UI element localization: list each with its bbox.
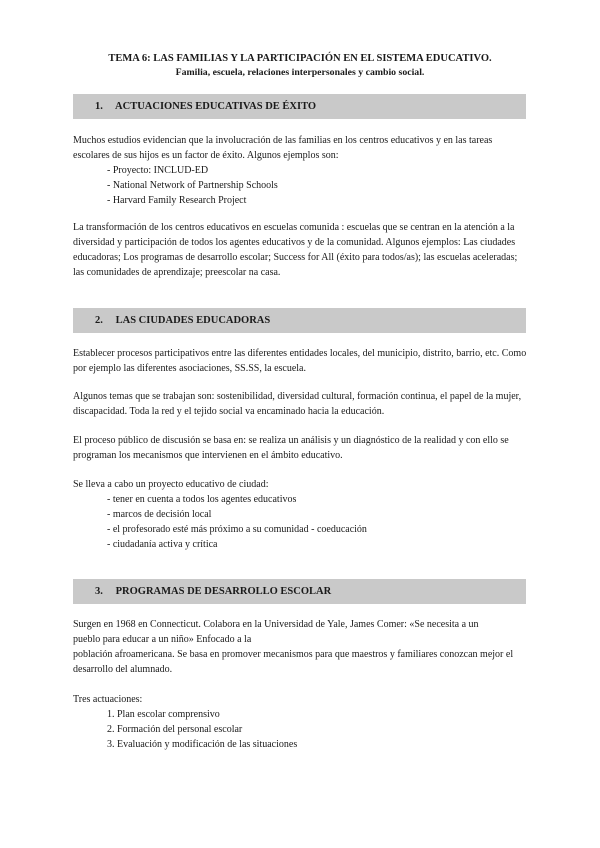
section-2-heading: LAS CIUDADES EDUCADORAS	[115, 315, 271, 326]
section-2-paragraph-4	[73, 477, 528, 492]
section-2-number: 2.	[95, 315, 103, 326]
section-3-paragraph-1-line-1: Surgen en 1968 en Connecticut. Colabora en la Universidad de Yale, James Comer: «Se necesita a un	[73, 619, 479, 630]
section-3-heading: PROGRAMAS DE DESARROLLO ESCOLAR	[115, 586, 332, 597]
section-1-paragraph-2-text: La transformación de los centros educativos en escuelas comunida : escuelas que se centran en la atención a la diversidad y participación de todos los agentes educativos y de la comunidad. Algunos ejemplos: Las ciudades educadoras; Los programas de desarrollo escolar; Success for All (éxito para todos/as); las escuelas aceleradas; las comunidades de aprendizaje; preescolar na casa.	[73, 222, 518, 278]
list-item: - Harvard Family Research Project	[107, 195, 247, 206]
section-2-paragraph-4-text: Se lleva a cabo un proyecto educativo de ciudad:	[73, 479, 269, 490]
section-3-paragraph-2	[73, 692, 528, 707]
section-3-heading-bar	[73, 579, 526, 604]
section-3-paragraph-1-line-3: población afroamericana. Se basa en promover mecanismos para que maestros y familiares conozcan mejor el desarrollo del alumnado.	[73, 649, 514, 675]
section-3-number: 3.	[95, 586, 103, 597]
list-item: - ciudadanía activa y crítica	[107, 539, 218, 550]
document-title: TEMA 6: LAS FAMILIAS Y LA PARTICIPACIÓN EN EL SISTEMA EDUCATIVO.	[108, 53, 492, 64]
section-2-paragraph-1-text: Establecer procesos participativos entre las diferentes entidades locales, del municipio, distrito, barrio, etc. Como por ejemplo las diferentes asociaciones, SS.SS, la escuela.	[73, 348, 527, 374]
list-item: - tener en cuenta a todos los agentes educativos	[107, 494, 297, 505]
list-item: - marcos de decisión local	[107, 509, 212, 520]
list-item: - el profesorado esté más próximo a su comunidad - coeducación	[107, 524, 367, 535]
section-2-paragraph-3	[73, 433, 528, 463]
section-1-paragraph-2	[73, 220, 528, 280]
section-1-paragraph-1-text: Muchos estudios evidencian que la involucración de las familias en los centros educativos y en las tareas escolares de sus hijos es un factor de éxito. Algunos ejemplos son:	[73, 135, 493, 161]
section-3-paragraph-2-text: Tres actuaciones:	[73, 694, 143, 705]
list-item: - National Network of Partnership Schools	[107, 180, 278, 191]
list-item: 2. Formación del personal escolar	[107, 724, 243, 735]
list-item: 3. Evaluación y modificación de las situaciones	[107, 739, 298, 750]
document-header	[0, 52, 600, 80]
section-3-paragraph-1	[73, 617, 528, 677]
section-1-heading: ACTUACIONES EDUCATIVAS DE ÉXITO	[115, 101, 317, 112]
section-2-paragraph-2	[73, 389, 528, 419]
section-1-number: 1.	[95, 101, 103, 112]
section-2-paragraph-2-text: Algunos temas que se trabajan son: sostenibilidad, diversidad cultural, formación continua, el papel de la mujer, discapacidad. Toda la red y el tejido social va encaminado hacia la educación.	[73, 391, 522, 417]
section-1-paragraph-1	[73, 133, 528, 163]
section-3-list	[107, 707, 527, 752]
list-item: - Proyecto: INCLUD-ED	[107, 165, 209, 176]
list-item: 1. Plan escolar comprensivo	[107, 709, 220, 720]
document-subtitle: Familia, escuela, relaciones interpersonales y cambio social.	[175, 67, 425, 78]
section-2-heading-bar	[73, 308, 526, 333]
section-1-list	[107, 163, 527, 208]
section-3-paragraph-1-line-2: pueblo para educar a un niño» Enfocado a la	[73, 634, 252, 645]
section-2-paragraph-3-text: El proceso público de discusión se basa en: se realiza un análisis y un diagnóstico de la realidad y con ello se programan los mecanismos que intervienen en el ámbito educativo.	[73, 435, 509, 461]
section-1-heading-bar	[73, 94, 526, 119]
section-2-paragraph-1	[73, 346, 528, 376]
section-2-list	[107, 492, 527, 552]
